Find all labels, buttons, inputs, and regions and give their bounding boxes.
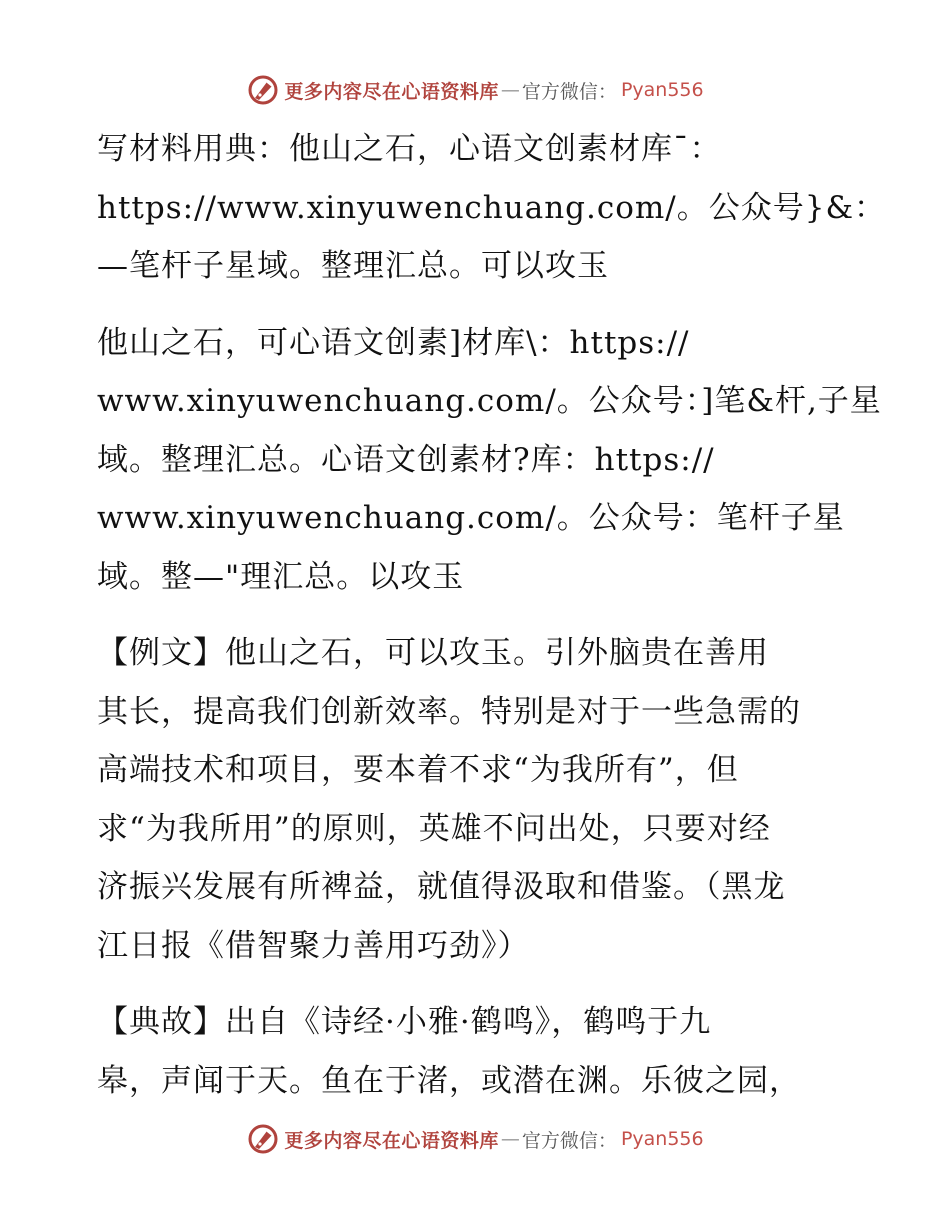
- text-line: www.xinyuwenchuang.com/。公众号：]笔&杆,子星: [97, 383, 882, 419]
- paragraph-example: [97, 624, 857, 975]
- text-line: 皋，声闻于天。鱼在于渚，或潜在渊。乐彼之园，: [97, 1062, 801, 1099]
- text-line: 高端技术和项目，要本着不求“为我所有”，但: [97, 752, 739, 788]
- text-line: 他山之石，可心语文创素]材库\：https://: [97, 324, 690, 361]
- text-line: https://www.xinyuwenchuang.com/。公众号}&：: [97, 189, 887, 226]
- banner-text: 更多内容尽在心语资料库: [284, 80, 499, 103]
- paragraph-allusion: [97, 993, 857, 1110]
- document-body: [97, 120, 887, 1128]
- text-line: —笔杆子星域。整理汇总。可以攻玉: [97, 248, 609, 284]
- wechat-label: 官方微信：: [521, 80, 617, 103]
- text-line: www.xinyuwenchuang.com/。公众号：笔杆子星: [97, 500, 845, 536]
- text-line: 域。整—"理汇总。以攻玉: [97, 558, 465, 595]
- text-line: 写材料用典：他山之石，心语文创素材库¯：: [97, 131, 722, 167]
- pen-nib-logo-icon: [246, 1122, 280, 1156]
- wechat-id: Pyan556: [620, 79, 704, 101]
- text-line: 【例文】他山之石，可以攻玉。引外脑贵在善用: [97, 635, 769, 671]
- header-banner: [0, 70, 950, 110]
- banner-text: 更多内容尽在心语资料库: [284, 1129, 499, 1152]
- banner-separator: —: [500, 79, 520, 101]
- text-line: 其长，提高我们创新效率。特别是对于一些急需的: [97, 693, 801, 730]
- pen-nib-logo-icon: [246, 73, 280, 107]
- text-line: 【典故】出自《诗经·小雅·鹤鸣》，鹤鸣于九: [97, 1004, 712, 1040]
- paragraph-intro: [97, 120, 887, 296]
- banner-separator: —: [500, 1128, 520, 1150]
- text-line: 江日报《借智聚力善用巧劲》）: [97, 927, 530, 964]
- footer-banner: [0, 1119, 950, 1159]
- wechat-label: 官方微信：: [521, 1129, 617, 1152]
- text-line: 济振兴发展有所裨益，就值得汲取和借鉴。（黑龙: [97, 869, 786, 905]
- wechat-id: Pyan556: [620, 1128, 704, 1150]
- text-line: 求“为我所用”的原则，英雄不问出处，只要对经: [97, 810, 771, 847]
- text-line: 域。整理汇总。心语文创素材?库：https://: [97, 441, 715, 478]
- paragraph-repeat: [97, 314, 882, 607]
